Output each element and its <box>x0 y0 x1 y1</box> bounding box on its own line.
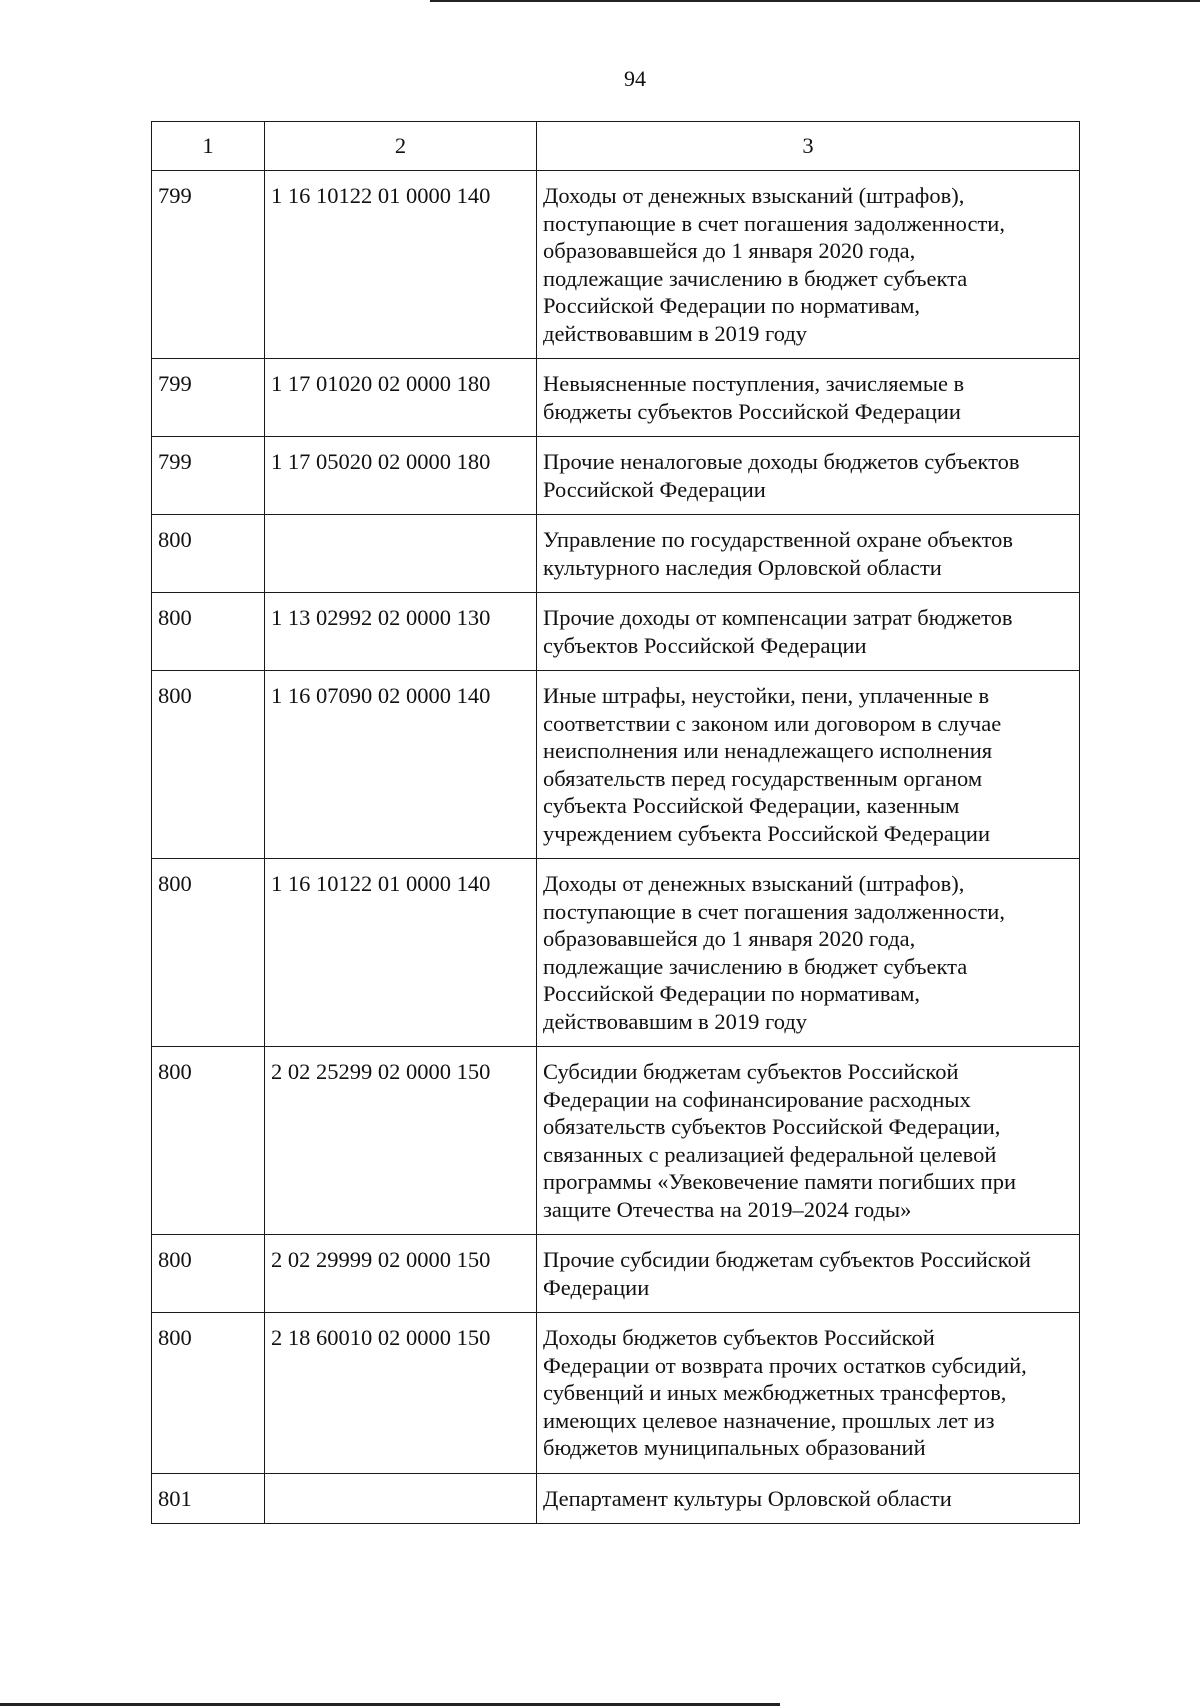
table-row <box>152 359 1080 437</box>
description-line: учреждением субъекта Российской Федерации <box>543 820 990 846</box>
description-line: Иные штрафы, неустойки, пени, уплаченные в <box>543 683 990 708</box>
description-line: Прочие субсидии бюджетам субъектов Российской <box>543 1247 1031 1272</box>
description-line: образовавшейся до 1 января 2020 года, <box>543 238 916 263</box>
description-cell <box>537 437 1080 515</box>
description-line: субвенций и иных межбюджетных трансфертов, <box>543 1380 1007 1405</box>
header-col-1: 1 <box>152 122 265 171</box>
income-code-cell: 2 02 29999 02 0000 150 <box>265 1235 537 1313</box>
income-code-cell: 2 18 60010 02 0000 150 <box>265 1313 537 1474</box>
description-line: Российской Федерации по нормативам, <box>543 293 921 318</box>
admin-code-cell: 800 <box>152 859 265 1047</box>
admin-code-cell: 799 <box>152 171 265 359</box>
table-row <box>152 1313 1080 1474</box>
description-cell <box>537 859 1080 1047</box>
description-line: подлежащие зачислению в бюджет субъекта <box>543 265 968 291</box>
description-cell <box>537 1235 1080 1313</box>
description-line: программы «Увековечение памяти погибших при <box>543 1169 1016 1194</box>
description-line: Российской Федерации по нормативам, <box>543 981 921 1006</box>
description-line: Доходы от денежных взысканий (штрафов), <box>543 183 965 208</box>
admin-code-cell: 801 <box>152 1473 265 1524</box>
admin-code-cell: 800 <box>152 515 265 593</box>
admin-code-cell: 800 <box>152 1235 265 1313</box>
table-row <box>152 515 1080 593</box>
description-line: Доходы бюджетов субъектов Российской <box>543 1325 935 1350</box>
income-code-cell: 1 16 10122 01 0000 140 <box>265 859 537 1047</box>
description-cell <box>537 671 1080 859</box>
description-cell <box>537 1313 1080 1474</box>
description-cell <box>537 359 1080 437</box>
description-line: Федерации от возврата прочих остатков субсидий, <box>543 1352 1027 1378</box>
table-row <box>152 671 1080 859</box>
income-code-cell: 1 16 07090 02 0000 140 <box>265 671 537 859</box>
header-col-3: 3 <box>537 122 1080 171</box>
description-line: защите Отечества на 2019–2024 годы» <box>543 1196 912 1222</box>
description-line: обязательств субъектов Российской Федерации, <box>543 1114 1001 1139</box>
description-line: обязательств перед государственным органом <box>543 765 983 791</box>
table-row <box>152 593 1080 671</box>
description-line: Прочие неналоговые доходы бюджетов субъектов <box>543 449 1020 474</box>
admin-code-cell: 800 <box>152 671 265 859</box>
description-cell <box>537 515 1080 593</box>
page-number: 94 <box>624 66 646 91</box>
table-body <box>152 171 1080 1524</box>
description-line: Субсидии бюджетам субъектов Российской <box>543 1059 959 1084</box>
income-code-cell <box>265 515 537 593</box>
description-line: Прочие доходы от компенсации затрат бюджетов <box>543 605 1013 630</box>
budget-revenue-table <box>151 121 1080 1524</box>
table-row <box>152 437 1080 515</box>
description-cell <box>537 171 1080 359</box>
top-scan-rule <box>430 0 1200 2</box>
description-line: действовавшим в 2019 году <box>543 320 808 346</box>
description-line: образовавшейся до 1 января 2020 года, <box>543 926 916 951</box>
income-code-cell: 1 16 10122 01 0000 140 <box>265 171 537 359</box>
admin-code-cell: 800 <box>152 1047 265 1235</box>
description-line: бюджетов муниципальных образований <box>543 1435 926 1460</box>
description-line: Доходы от денежных взысканий (штрафов), <box>543 871 965 896</box>
description-line: действовавшим в 2019 году <box>543 1008 808 1034</box>
income-code-cell <box>265 1473 537 1524</box>
description-line: Управление по государственной охране объектов <box>543 527 1013 552</box>
description-line: Федерации на софинансирование расходных <box>543 1086 971 1112</box>
table-row <box>152 859 1080 1047</box>
description-line: Департамент культуры Орловской области <box>543 1485 952 1511</box>
income-code-cell: 1 13 02992 02 0000 130 <box>265 593 537 671</box>
table-row <box>152 171 1080 359</box>
table-row <box>152 1473 1080 1524</box>
admin-code-cell: 800 <box>152 593 265 671</box>
table-row <box>152 1235 1080 1313</box>
description-line: субъектов Российской Федерации <box>543 632 867 658</box>
description-line: подлежащие зачислению в бюджет субъекта <box>543 953 968 979</box>
description-line: имеющих целевое назначение, прошлых лет из <box>543 1407 995 1433</box>
income-code-cell: 2 02 25299 02 0000 150 <box>265 1047 537 1235</box>
description-line: поступающие в счет погашения задолженности, <box>543 898 1005 924</box>
description-line: Федерации <box>543 1274 650 1300</box>
header-col-2: 2 <box>265 122 537 171</box>
description-line: поступающие в счет погашения задолженности, <box>543 210 1005 236</box>
income-code-cell: 1 17 05020 02 0000 180 <box>265 437 537 515</box>
table-row <box>152 1047 1080 1235</box>
description-cell <box>537 1047 1080 1235</box>
admin-code-cell: 800 <box>152 1313 265 1474</box>
description-line: субъекта Российской Федерации, казенным <box>543 793 960 818</box>
income-code-cell: 1 17 01020 02 0000 180 <box>265 359 537 437</box>
description-line: неисполнения или ненадлежащего исполнения <box>543 738 993 763</box>
bottom-scan-rule <box>0 1703 780 1706</box>
description-line: соответствии с законом или договором в случае <box>543 710 1002 736</box>
description-cell <box>537 1473 1080 1524</box>
description-cell <box>537 593 1080 671</box>
admin-code-cell: 799 <box>152 437 265 515</box>
description-line: бюджеты субъектов Российской Федерации <box>543 398 961 424</box>
description-line: Российской Федерации <box>543 476 766 502</box>
description-line: связанных с реализацией федеральной целевой <box>543 1141 997 1167</box>
admin-code-cell: 799 <box>152 359 265 437</box>
description-line: культурного наследия Орловской области <box>543 554 942 580</box>
table-header-row <box>152 122 1080 171</box>
description-line: Невыясненные поступления, зачисляемые в <box>543 371 965 396</box>
